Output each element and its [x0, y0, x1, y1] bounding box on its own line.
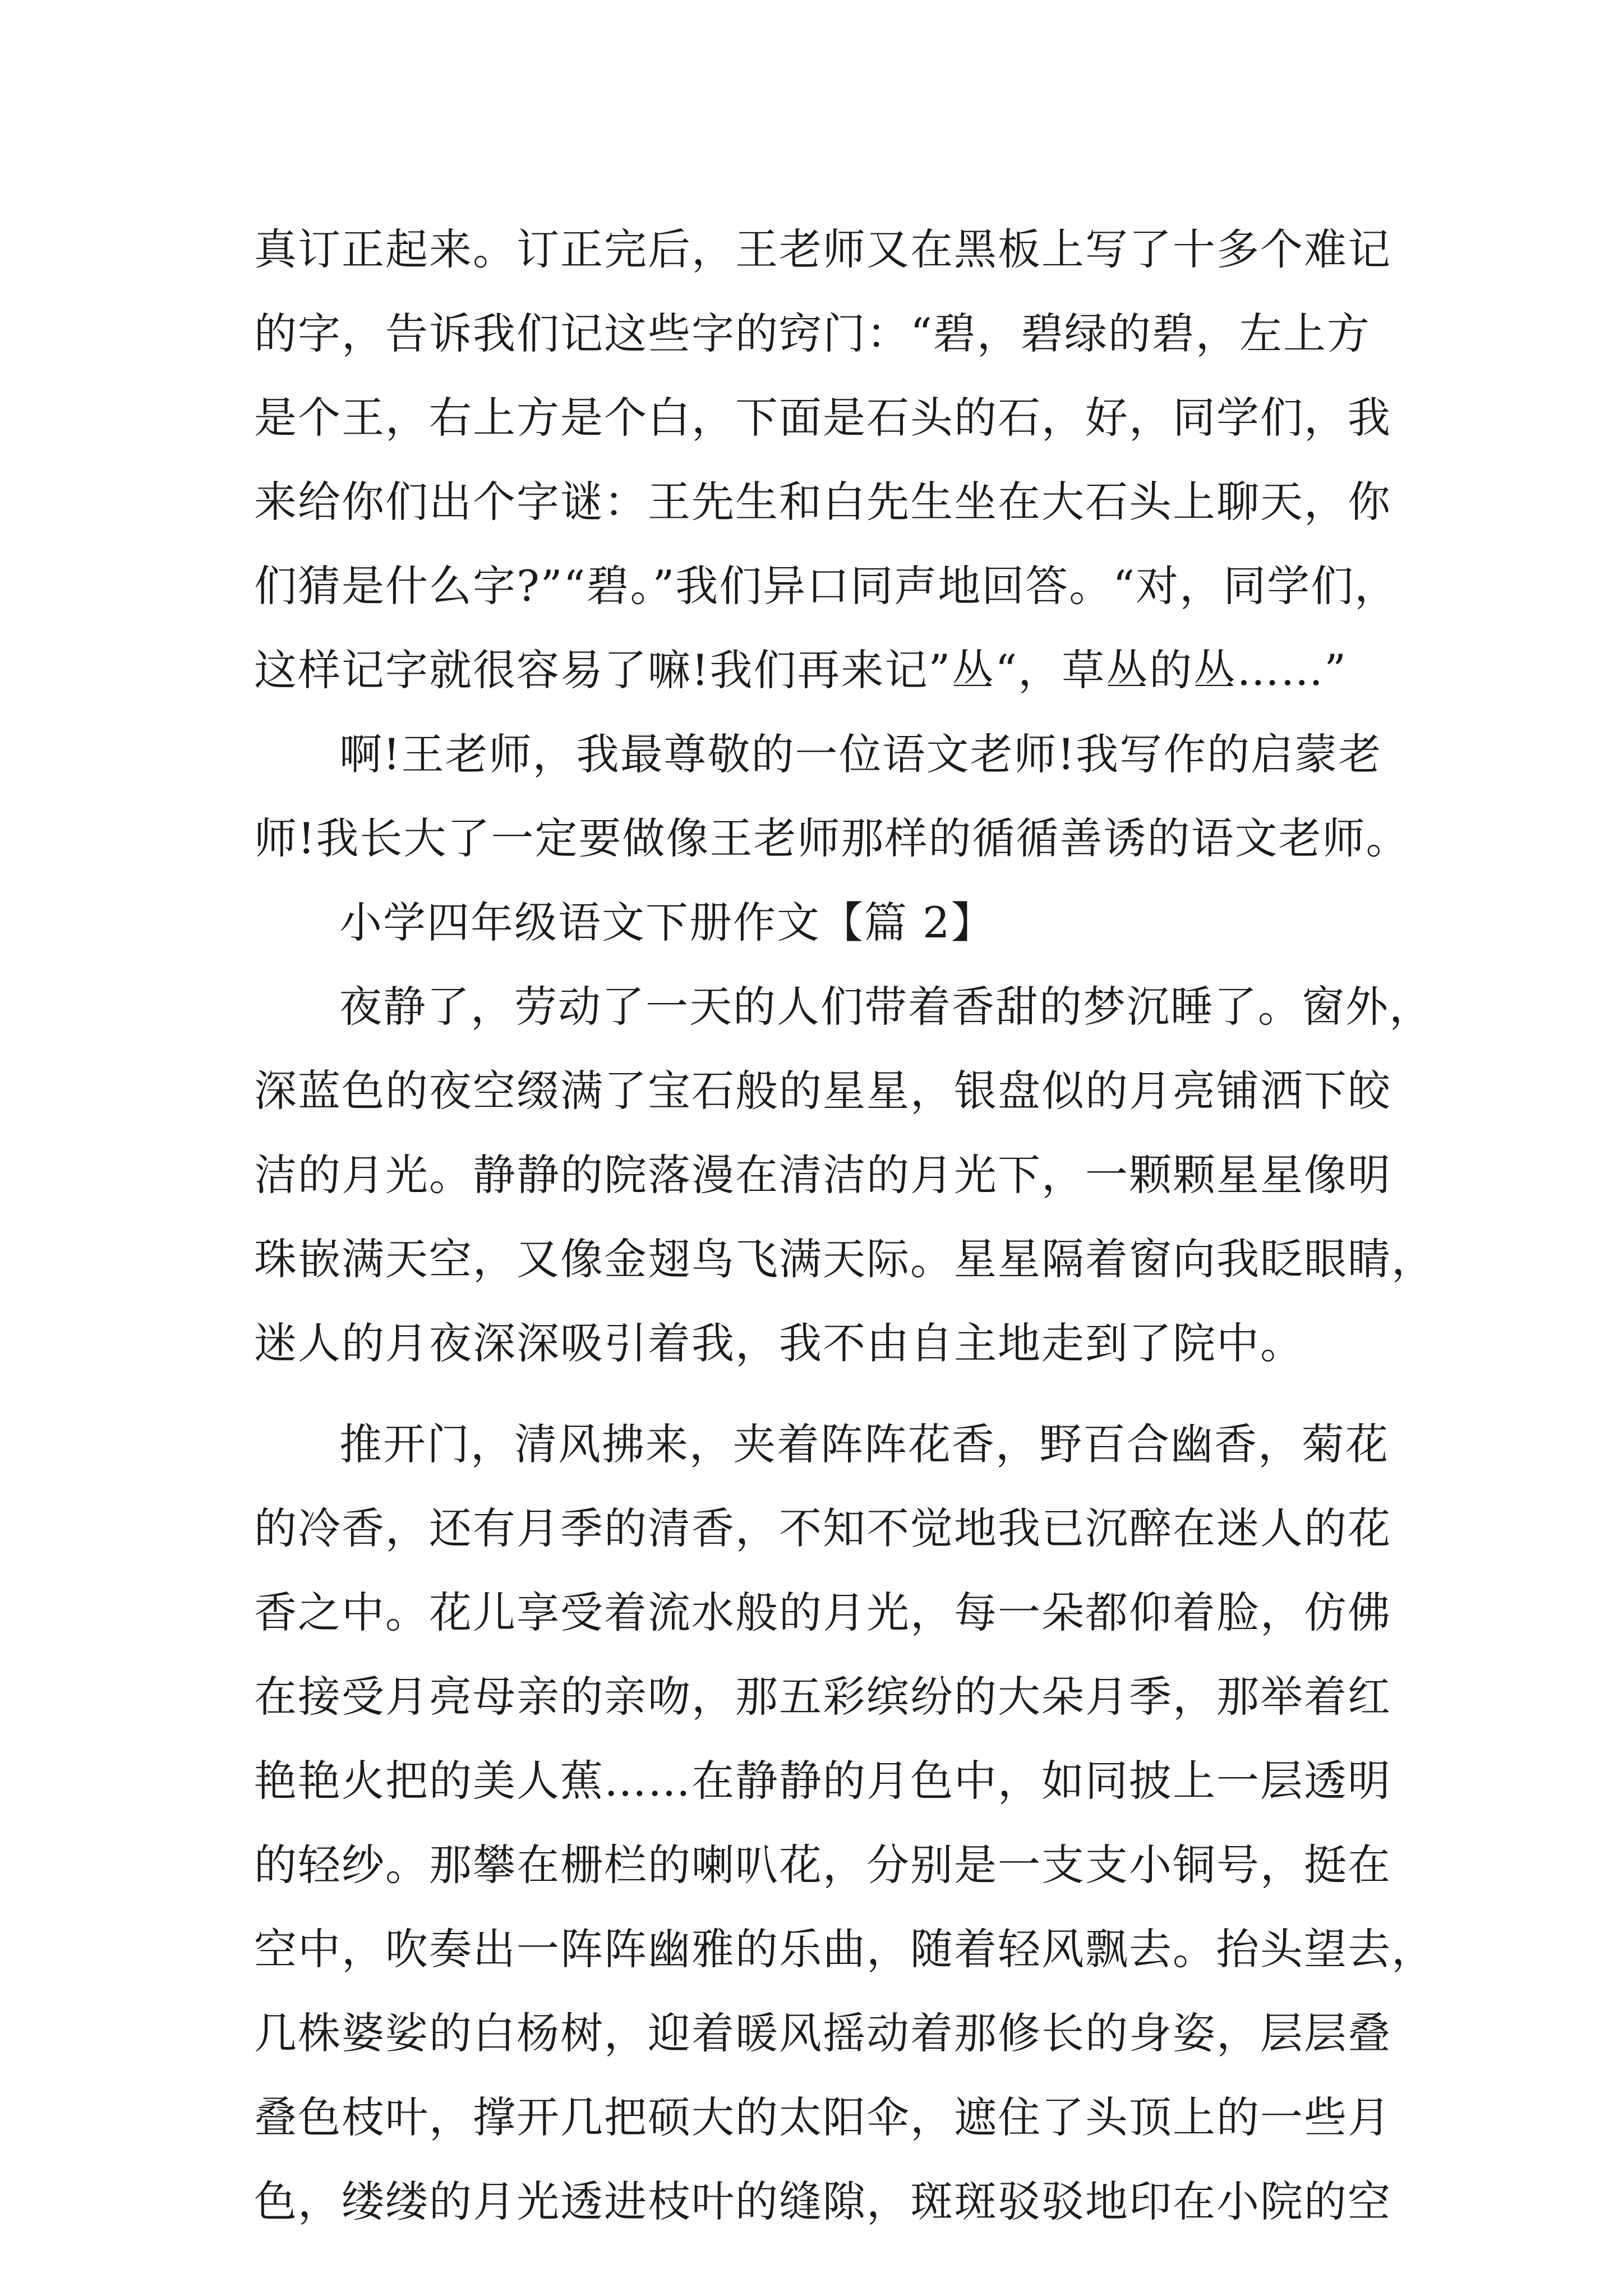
paragraph-start-line: 夜静了，劳动了一天的人们带着香甜的梦沉睡了。窗外， — [339, 982, 1433, 1032]
text-line: 们猜是什么字?”“碧。”我们异口同声地回答。“对，同学们， — [254, 561, 1399, 611]
text-line: 这样记字就很容易了嘛!我们再来记”丛“，草丛的丛……” — [254, 645, 1348, 695]
paragraph-start-line: 推开门，清风拂来，夹着阵阵花香，野百合幽香，菊花 — [339, 1419, 1389, 1469]
text-line: 在接受月亮母亲的亲吻，那五彩缤纷的大朵月季，那举着红 — [254, 1672, 1391, 1722]
text-line: 的轻纱。那攀在栅栏的喇叭花，分别是一支支小铜号，挺在 — [254, 1840, 1391, 1890]
text-line: 几株婆娑的白杨树，迎着暖风摇动着那修长的身姿，层层叠 — [254, 2008, 1391, 2058]
text-line: 深蓝色的夜空缀满了宝石般的星星，银盘似的月亮铺洒下皎 — [254, 1066, 1391, 1116]
text-line: 来给你们出个字谜：王先生和白先生坐在大石头上聊天，你 — [254, 477, 1391, 527]
text-line: 的字，告诉我们记这些字的窍门：“碧，碧绿的碧，左上方 — [254, 309, 1371, 358]
text-line: 是个王，右上方是个白，下面是石头的石，好，同学们，我 — [254, 393, 1391, 443]
text-line: 珠嵌满天空，又像金翅鸟飞满天际。星星隔着窗向我眨眼睛， — [254, 1234, 1435, 1284]
text-line: 洁的月光。静静的院落漫在清洁的月光下，一颗颗星星像明 — [254, 1150, 1391, 1200]
text-line: 色，缕缕的月光透进枝叶的缝隙，斑斑驳驳地印在小院的空 — [254, 2177, 1391, 2226]
text-line: 香之中。花儿享受着流水般的月光，每一朵都仰着脸，仿佛 — [254, 1588, 1391, 1637]
text-line: 真订正起来。订正完后，王老师又在黑板上写了十多个难记 — [254, 224, 1391, 274]
text-line: 空中，吹奏出一阵阵幽雅的乐曲，随着轻风飘去。抬头望去， — [254, 1924, 1435, 1974]
text-line: 的冷香，还有月季的清香，不知不觉地我已沉醉在迷人的花 — [254, 1503, 1391, 1553]
text-line: 艳艳火把的美人蕉……在静静的月色中，如同披上一层透明 — [254, 1756, 1391, 1806]
section-heading: 小学四年级语文下册作文【篇 2】 — [339, 898, 995, 947]
paragraph-start-line: 啊!王老师，我最尊敬的一位语文老师!我写作的启蒙老 — [339, 729, 1382, 779]
paragraph-gap — [254, 1386, 1404, 1402]
essay-body — [254, 208, 1435, 2244]
text-line: 师!我长大了一定要做像王老师那样的循循善诱的语文老师。 — [254, 813, 1410, 863]
text-line: 叠色枝叶，撑开几把硕大的太阳伞，遮住了头顶上的一些月 — [254, 2092, 1391, 2142]
text-line: 迷人的月夜深深吸引着我，我不由自主地走到了院中。 — [254, 1318, 1304, 1368]
